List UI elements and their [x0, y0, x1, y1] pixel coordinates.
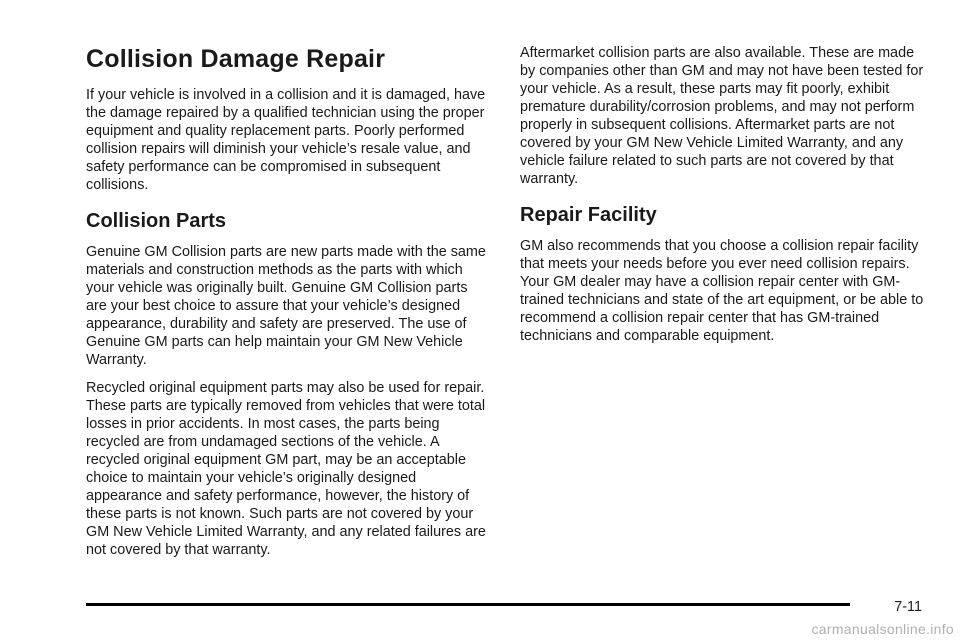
- heading-collision-parts: Collision Parts: [86, 210, 227, 232]
- genuine-parts-paragraph: Genuine GM Collision parts are new parts made with the same materials and construction methods as the parts with which your vehicle was originally built. Genuine GM Collision parts are your best choice to assure that your vehicle’s designed appearance, durability and safety are preserved. The use of Genuine GM parts can help maintain your GM New Vehicle Warranty.: [86, 244, 486, 368]
- watermark-text: carmanualsonline.info: [811, 621, 954, 637]
- repair-facility-paragraph: GM also recommends that you choose a collision repair facility that meets your needs before you ever need collision repairs. Your GM dealer may have a collision repair center with GM-trained technicians and state of the art equipment, or be able to recommend a collision repair center that has GM-trained technicians and comparable equipment.: [520, 238, 924, 344]
- section-title-collision-damage-repair: Collision Damage Repair: [86, 45, 386, 73]
- left-column: [86, 44, 491, 569]
- right-column: [520, 44, 925, 355]
- heading-repair-facility: Repair Facility: [520, 204, 657, 226]
- recycled-parts-paragraph: Recycled original equipment parts may also be used for repair. These parts are typically removed from vehicles that were total losses in prior accidents. In most cases, the parts being recycled are from undamaged sections of the vehicle. A recycled original equipment GM part, may be an acceptable choice to maintain your vehicle’s originally designed appearance and safety performance, however, the history of these parts is not known. Such parts are not covered by your GM New Vehicle Limited Warranty, and any related failures are not covered by that warranty.: [86, 380, 486, 558]
- footer-rule: [86, 603, 850, 606]
- aftermarket-parts-paragraph: Aftermarket collision parts are also available. These are made by companies other than GM and may not have been tested for your vehicle. As a result, these parts may fit poorly, exhibit premature durability/corrosion problems, and may not perform properly in subsequent collisions. Aftermarket parts are not covered by your GM New Vehicle Limited Warranty, and any vehicle failure related to such parts are not covered by that warranty.: [520, 45, 924, 187]
- intro-paragraph: If your vehicle is involved in a collision and it is damaged, have the damage repaired by a qualified technician using the proper equipment and quality replacement parts. Poorly performed collision repairs will diminish your vehicle’s resale value, and safety performance can be compromised in subsequent collisions.: [86, 87, 486, 193]
- page-number: 7-11: [894, 599, 922, 615]
